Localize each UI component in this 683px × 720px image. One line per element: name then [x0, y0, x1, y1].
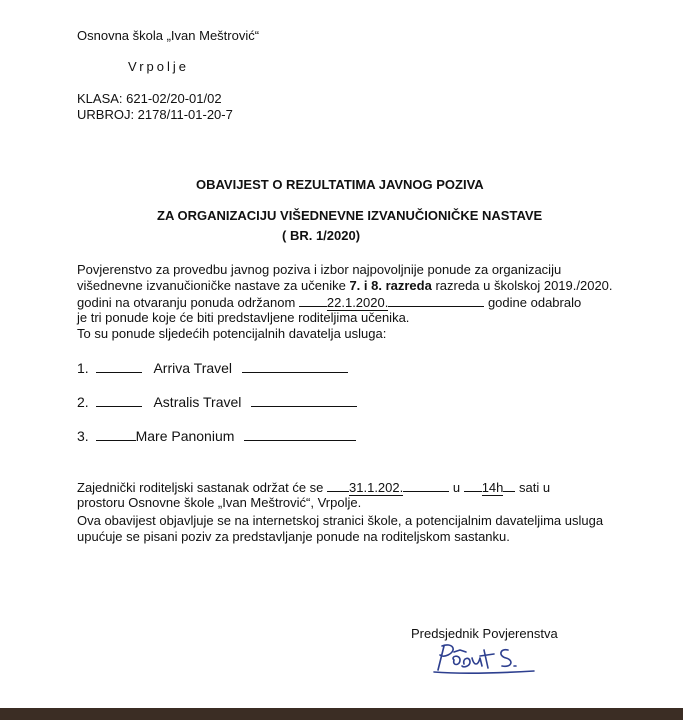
handwritten-signature: [430, 640, 540, 678]
paragraph-text: godine odabralo: [484, 295, 582, 310]
paragraph-line: To su ponude sljedećih potencijalnih davatelja usluga:: [77, 326, 387, 341]
offer-name: Mare Panonium: [135, 428, 235, 444]
blank-line: [96, 394, 142, 407]
paragraph-text: višednevne izvanučioničke nastave za učenike: [77, 278, 350, 293]
paragraph-line: Ova obavijest objavljuje se na internetskoj stranici škole, a potencijalnim davateljima usluga: [77, 513, 604, 528]
opening-date: 22.1.2020.: [326, 295, 389, 310]
document-number: ( BR. 1/2020): [282, 228, 361, 243]
signatory-role: Predsjednik Povjerenstva: [411, 626, 558, 641]
blank-line: [403, 479, 449, 492]
town-name: Vrpolje: [128, 59, 189, 74]
paragraph-text: u: [449, 480, 464, 495]
paragraph-text: razreda u školskoj 2019./2020.: [431, 278, 613, 293]
paragraph-line: prostoru Osnovne škole „Ivan Meštrović“, Vrpolje.: [77, 495, 362, 510]
list-item: [77, 394, 357, 410]
paragraph-line: [77, 479, 550, 496]
bottom-edge-band: [0, 708, 683, 720]
klasa-line: KLASA: 621-02/20-01/02: [77, 91, 222, 106]
offer-name: Astralis Travel: [153, 394, 242, 410]
grades-text: 7. i 8. razreda: [349, 278, 432, 293]
offer-number: 3.: [77, 428, 89, 444]
blank-line: [464, 479, 482, 492]
paragraph-text: godini na otvaranju ponuda održanom: [77, 295, 299, 310]
blank-line: [96, 360, 142, 373]
meeting-time: 14h: [481, 480, 504, 495]
paragraph-line: je tri ponude koje će biti predstavljene roditeljima učenika.: [77, 310, 410, 325]
offer-number: 2.: [77, 394, 89, 410]
blank-line: [242, 360, 348, 373]
paragraph-line: [77, 278, 613, 294]
list-item: [77, 428, 356, 444]
document-title: OBAVIJEST O REZULTATIMA JAVNOG POZIVA: [196, 177, 484, 192]
blank-line: [388, 294, 484, 307]
offer-name: Arriva Travel: [153, 360, 233, 376]
offer-number: 1.: [77, 360, 89, 376]
school-name: Osnovna škola „Ivan Meštrović“: [77, 28, 260, 43]
paragraph-text: Zajednički roditeljski sastanak održat će se: [77, 480, 328, 495]
blank-line: [327, 479, 349, 492]
document-subtitle: ZA ORGANIZACIJU VIŠEDNEVNE IZVANUČIONIČKE NASTAVE: [157, 208, 543, 223]
blank-line: [503, 479, 515, 492]
paragraph-text: sati u: [515, 480, 551, 495]
paragraph-line: Povjerenstvo za provedbu javnog poziva i izbor najpovoljnije ponude za organizaciju: [77, 262, 562, 277]
paragraph-line: upućuje se pisani poziv za predstavljanje ponude na roditeljskom sastanku.: [77, 529, 510, 544]
blank-line: [299, 294, 327, 307]
blank-line: [251, 394, 357, 407]
blank-line: [96, 428, 136, 441]
blank-line: [244, 428, 356, 441]
list-item: [77, 360, 348, 376]
meeting-date: 31.1.202.: [349, 480, 404, 495]
urbroj-line: URBROJ: 2178/11-01-20-7: [77, 107, 233, 122]
paragraph-line: [77, 294, 581, 311]
